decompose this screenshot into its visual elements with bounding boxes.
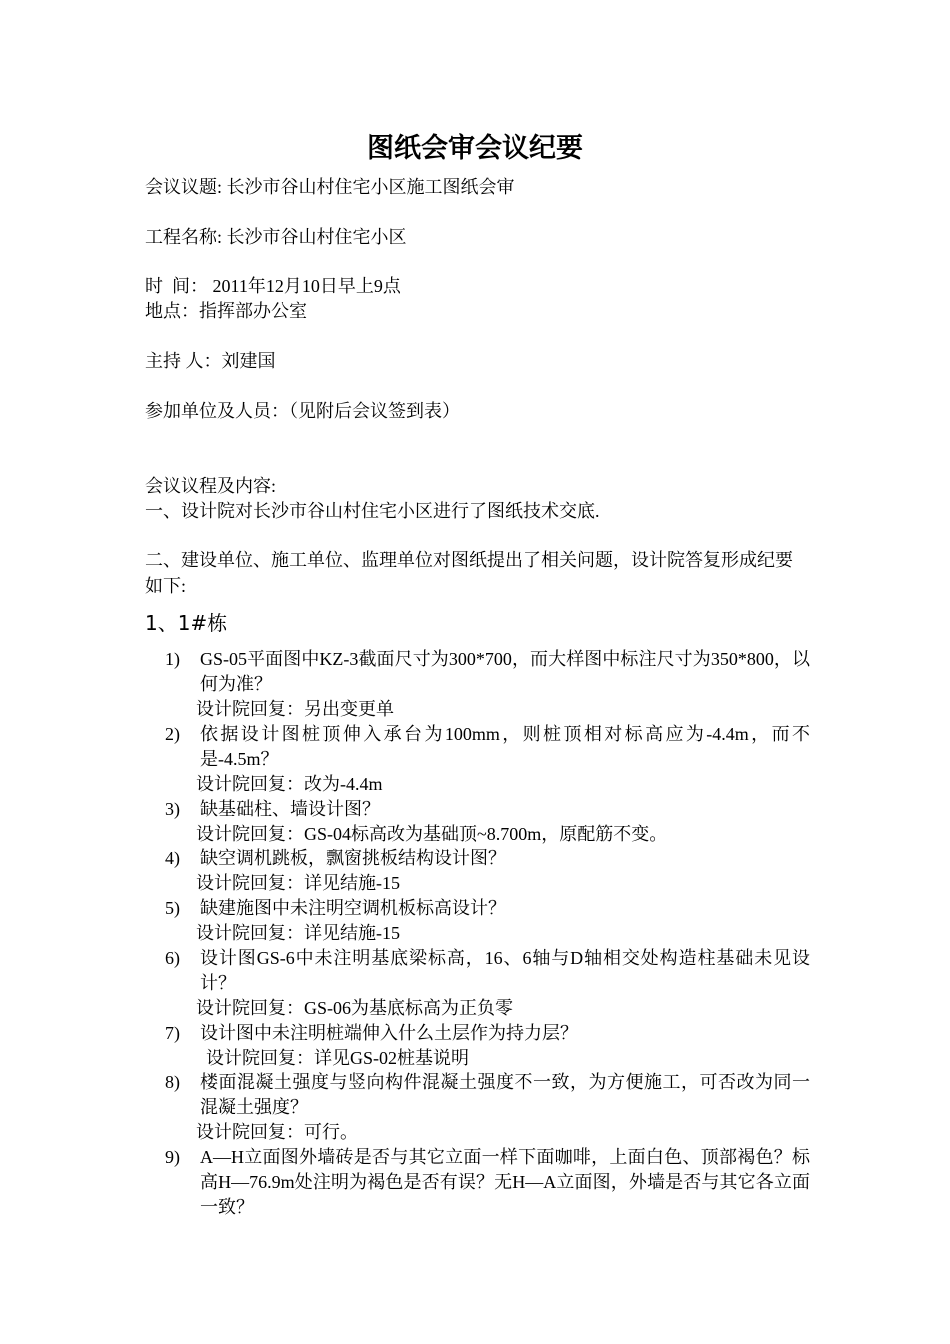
item-question: 缺空调机跳板，飘窗挑板结构设计图？ bbox=[200, 848, 506, 868]
item-question: 设计图中未注明桩端伸入什么土层作为持力层？ bbox=[200, 1023, 578, 1043]
section-one: 一、设计院对长沙市谷山村住宅小区进行了图纸技术交底. bbox=[145, 501, 600, 521]
item-number: 9) bbox=[165, 1147, 180, 1167]
list-item bbox=[165, 1070, 810, 1145]
list-item bbox=[165, 722, 810, 797]
item-question: GS-05平面图中KZ-3截面尺寸为300*700，而大样图中标注尺寸为350*800，以何为准？ bbox=[200, 649, 810, 694]
document-title: 图纸会审会议纪要 bbox=[367, 133, 583, 164]
list-item bbox=[165, 1021, 810, 1071]
item-question: 设计图GS-6中未注明基底梁标高，16、6轴与D轴相交处构造柱基础未见设计？ bbox=[200, 948, 810, 993]
item-number: 2) bbox=[165, 724, 180, 744]
list-item bbox=[165, 896, 810, 946]
item-question: 缺基础柱、墙设计图？ bbox=[200, 799, 380, 819]
item-number: 5) bbox=[165, 898, 180, 918]
item-reply: 设计院回复：详见GS-02桩基说明 bbox=[206, 1048, 470, 1068]
meeting-time: 时 间： 2011年12月10日早上9点 bbox=[145, 276, 401, 296]
item-question: A—H立面图外墙砖是否与其它立面一样下面咖啡，上面白色、顶部褐色？标高H—76.9m处注明为褐色是否有误？无H—A立面图，外墙是否与其它各立面一致？ bbox=[200, 1147, 810, 1217]
building-heading: 1、1#栋 bbox=[145, 611, 228, 635]
item-number: 7) bbox=[165, 1023, 180, 1043]
item-number: 6) bbox=[165, 948, 180, 968]
meeting-place: 地点：指挥部办公室 bbox=[145, 301, 307, 321]
item-number: 3) bbox=[165, 799, 180, 819]
item-question: 缺建施图中未注明空调机板标高设计？ bbox=[200, 898, 506, 918]
list-item bbox=[165, 797, 810, 847]
project-name: 工程名称: 长沙市谷山村住宅小区 bbox=[145, 227, 407, 247]
item-reply: 设计院回复：可行。 bbox=[196, 1122, 358, 1142]
list-item bbox=[165, 946, 810, 1021]
item-reply: 设计院回复：改为-4.4m bbox=[196, 774, 383, 794]
item-reply: 设计院回复：GS-04标高改为基础顶~8.700m，原配筋不变。 bbox=[196, 824, 668, 844]
item-reply: 设计院回复：另出变更单 bbox=[196, 699, 394, 719]
list-item bbox=[165, 846, 810, 896]
list-item bbox=[165, 647, 810, 722]
item-reply: 设计院回复：详见结施-15 bbox=[196, 923, 400, 943]
item-number: 8) bbox=[165, 1072, 180, 1092]
attendees: 参加单位及人员：（见附后会议签到表） bbox=[145, 401, 460, 421]
item-question: 依据设计图桩顶伸入承台为100mm，则桩顶相对标高应为-4.4m，而不是-4.5m？ bbox=[200, 724, 810, 769]
item-reply: 设计院回复：GS-06为基底标高为正负零 bbox=[196, 998, 514, 1018]
item-number: 1) bbox=[165, 649, 180, 669]
item-reply: 设计院回复：详见结施-15 bbox=[196, 873, 400, 893]
item-number: 4) bbox=[165, 848, 180, 868]
meeting-host: 主持 人：刘建国 bbox=[145, 351, 276, 371]
list-item bbox=[165, 1145, 810, 1220]
meeting-topic: 会议议题: 长沙市谷山村住宅小区施工图纸会审 bbox=[145, 177, 515, 197]
agenda-label: 会议议程及内容: bbox=[145, 476, 277, 496]
item-question: 楼面混凝土强度与竖向构件混凝土强度不一致，为方便施工，可否改为同一混凝土强度？ bbox=[200, 1072, 810, 1117]
section-two: 二、建设单位、施工单位、监理单位对图纸提出了相关问题，设计院答复形成纪要如下: bbox=[145, 550, 793, 596]
